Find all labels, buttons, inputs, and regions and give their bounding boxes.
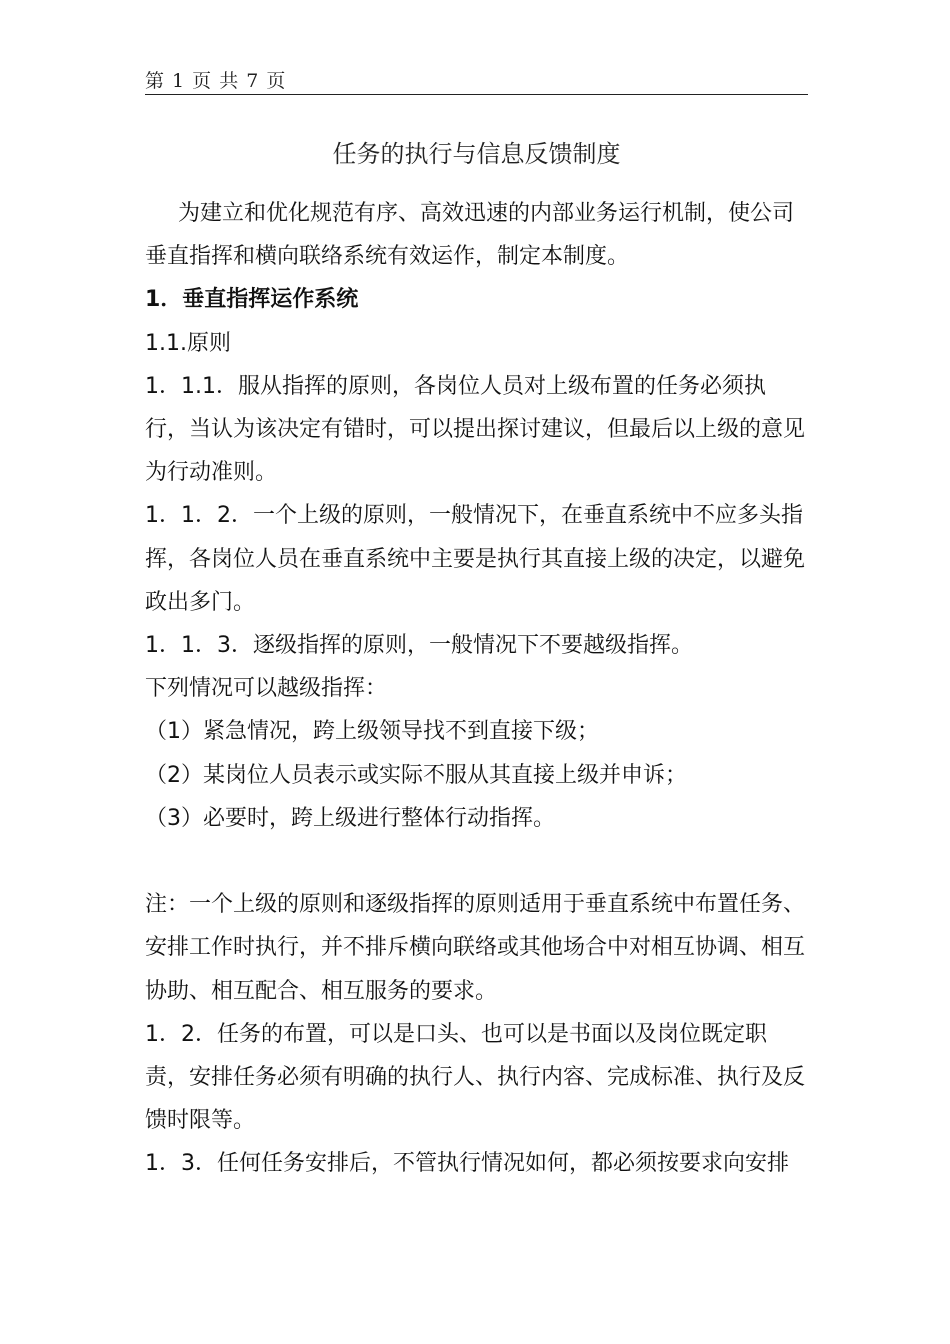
note-paragraph: 注：一个上级的原则和逐级指挥的原则适用于垂直系统中布置任务、安排工作时执行，并不排斥横向联络或其他场合中对相互协调、相互协助、相互配合、相互服务的要求。 (145, 892, 806, 1004)
page-number-header: 第 1 页 共 7 页 (145, 70, 287, 92)
document-body (145, 192, 808, 1186)
clause-1-1-3: 1．1．3．逐级指挥的原则，一般情况下不要越级指挥。 (145, 633, 693, 659)
list-item-1: （1）紧急情况，跨上级领导找不到直接下级； (145, 719, 599, 745)
intro-paragraph: 为建立和优化规范有序、高效迅速的内部业务运行机制，使公司垂直指挥和横向联络系统有效运作，制定本制度。 (145, 201, 795, 270)
clause-1-1-2: 1．1．2．一个上级的原则，一般情况下，在垂直系统中不应多头指挥，各岗位人员在垂直系统中主要是执行其直接上级的决定，以避免政出多门。 (145, 503, 806, 615)
blank-line (145, 840, 808, 883)
list-item-3: （3）必要时，跨上级进行整体行动指挥。 (145, 805, 555, 831)
clause-1-1-3-subhead: 下列情况可以越级指挥： (145, 676, 388, 702)
clause-1-3: 1．3．任何任务安排后，不管执行情况如何，都必须按要求向安排 (145, 1151, 789, 1177)
header-divider (145, 94, 808, 95)
section-1-1-heading: 1.1.原则 (145, 330, 231, 356)
clause-1-1-1: 1．1.1．服从指挥的原则，各岗位人员对上级布置的任务必须执行，当认为该决定有错时，可以提出探讨建议，但最后以上级的意见为行动准则。 (145, 373, 806, 486)
list-item-2: （2）某岗位人员表示或实际不服从其直接上级并申诉； (145, 762, 687, 788)
section-1-heading: 1．垂直指挥运作系统 (145, 287, 359, 313)
clause-1-2: 1．2．任务的布置，可以是口头、也可以是书面以及岗位既定职责，安排任务必须有明确的执行人、执行内容、完成标准、执行及反馈时限等。 (145, 1021, 806, 1134)
document-title: 任务的执行与信息反馈制度 (332, 140, 621, 168)
